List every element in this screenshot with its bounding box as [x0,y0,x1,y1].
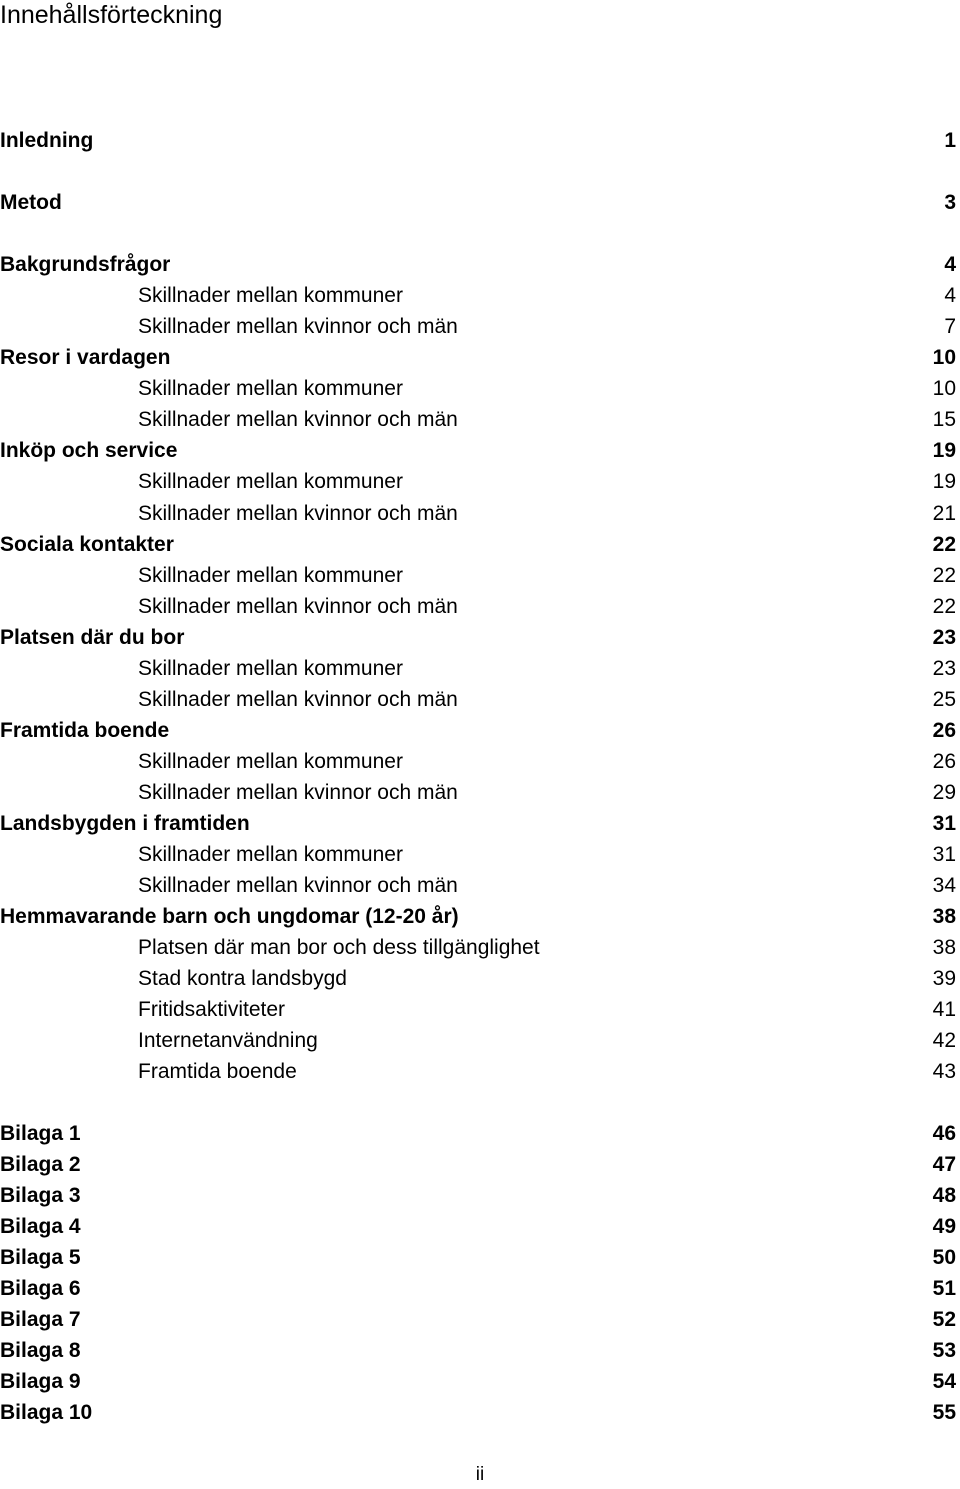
toc-entry-label: Hemmavarande barn och ungdomar (12-20 år) [0,904,459,928]
toc-entry-page: 26 [932,718,956,742]
toc-entry-label: Bakgrundsfrågor [0,252,171,276]
toc-subentry[interactable] [0,994,956,1025]
toc-entry-label: Resor i vardagen [0,345,171,369]
toc-subentry[interactable] [0,311,956,342]
toc-entry-page: 19 [932,438,956,462]
toc-entry-label: Skillnader mellan kvinnor och män [138,687,458,711]
toc-entry-page: 10 [932,345,956,369]
toc-entry[interactable] [0,808,956,839]
toc-entry-label: Skillnader mellan kvinnor och män [138,314,458,338]
toc-entry-page: 25 [932,687,956,711]
toc-entry[interactable] [0,435,956,466]
toc-entry-page: 42 [932,1028,956,1052]
toc-entry-page: 38 [932,904,956,928]
toc-entry-label: Bilaga 3 [0,1183,81,1207]
toc-entry-page: 4 [944,283,956,307]
toc-entry-label: Bilaga 2 [0,1152,81,1176]
toc-subentry[interactable] [0,746,956,777]
toc-entry[interactable] [0,1366,956,1397]
toc-entry-label: Skillnader mellan kvinnor och män [138,780,458,804]
toc-subentry[interactable] [0,839,956,870]
toc-entry-page: 34 [932,873,956,897]
toc-entry-label: Bilaga 9 [0,1369,81,1393]
toc-entry[interactable] [0,1273,956,1304]
toc-entry[interactable] [0,1242,956,1273]
toc-entry-label: Bilaga 10 [0,1400,93,1424]
toc-subentry[interactable] [0,932,956,963]
toc-entry-page: 22 [932,532,956,556]
toc-entry[interactable] [0,1118,956,1149]
toc-entry-page: 52 [932,1307,956,1331]
toc-entry[interactable] [0,1397,956,1428]
toc-entry[interactable] [0,1180,956,1211]
toc-entry-page: 23 [932,656,956,680]
toc-entry-label: Inledning [0,128,94,152]
toc-subentry[interactable] [0,498,956,529]
toc-entry-page: 10 [932,376,956,400]
toc-entry[interactable] [0,342,956,373]
toc-entry[interactable] [0,622,956,653]
toc-entry-page: 22 [932,563,956,587]
toc-entry-page: 31 [932,842,956,866]
toc-entry-page: 47 [932,1152,956,1176]
toc-entry-page: 3 [944,190,956,214]
toc-entry-label: Sociala kontakter [0,532,174,556]
toc-entry[interactable] [0,187,956,218]
toc-entry-page: 22 [932,594,956,618]
toc-entry-page: 39 [932,966,956,990]
toc-entry-page: 38 [932,935,956,959]
toc-entry-page: 19 [932,469,956,493]
toc-entry-label: Skillnader mellan kommuner [138,749,403,773]
toc-entry-label: Skillnader mellan kommuner [138,376,403,400]
page-number: ii [475,1464,485,1485]
toc-entry-label: Skillnader mellan kommuner [138,283,403,307]
toc-entry-page: 53 [932,1338,956,1362]
toc-subentry[interactable] [0,404,956,435]
toc-entry-label: Stad kontra landsbygd [138,966,347,990]
toc-entry-page: 7 [944,314,956,338]
toc-subentry[interactable] [0,963,956,994]
toc-entry-label: Platsen där man bor och dess tillgänglighet [138,935,540,959]
toc-entry-label: Framtida boende [0,718,170,742]
toc-entry-label: Bilaga 8 [0,1338,81,1362]
toc-entry[interactable] [0,715,956,746]
toc-entry-label: Bilaga 4 [0,1214,81,1238]
toc-entry[interactable] [0,901,956,932]
toc-subentry[interactable] [0,777,956,808]
toc-entry-label: Metod [0,190,62,214]
toc-entry-page: 21 [932,501,956,525]
toc-entry-page: 46 [932,1121,956,1145]
toc-entry[interactable] [0,1304,956,1335]
toc-entry-page: 43 [932,1059,956,1083]
toc-entry[interactable] [0,1211,956,1242]
toc-subentry[interactable] [0,1056,956,1087]
toc-entry-page: 48 [932,1183,956,1207]
toc-entry-label: Skillnader mellan kommuner [138,469,403,493]
toc-subentry[interactable] [0,560,956,591]
toc-entry-page: 49 [932,1214,956,1238]
toc-entry-label: Skillnader mellan kommuner [138,842,403,866]
toc-subentry[interactable] [0,466,956,497]
toc-entry[interactable] [0,125,956,156]
toc-subentry[interactable] [0,870,956,901]
toc-entry[interactable] [0,1335,956,1366]
toc-entry[interactable] [0,1149,956,1180]
toc-entry-page: 54 [932,1369,956,1393]
toc-entry-page: 41 [932,997,956,1021]
toc-entry-page: 4 [944,252,956,276]
toc-subentry[interactable] [0,684,956,715]
page-title: Innehållsförteckning [0,1,223,29]
toc-entry-label: Bilaga 5 [0,1245,81,1269]
toc-entry-page: 15 [932,407,956,431]
toc-entry-label: Bilaga 6 [0,1276,81,1300]
toc-entry-label: Skillnader mellan kvinnor och män [138,594,458,618]
toc-entry-label: Bilaga 7 [0,1307,81,1331]
toc-entry-page: 51 [932,1276,956,1300]
toc-subentry[interactable] [0,373,956,404]
toc-entry-page: 31 [932,811,956,835]
toc-entry-label: Platsen där du bor [0,625,185,649]
toc-entry-page: 55 [932,1400,956,1424]
toc-entry-label: Skillnader mellan kvinnor och män [138,873,458,897]
toc-subentry[interactable] [0,1025,956,1056]
toc-subentry[interactable] [0,280,956,311]
toc-entry[interactable] [0,529,956,560]
toc-entry-label: Skillnader mellan kvinnor och män [138,407,458,431]
toc-entry[interactable] [0,249,956,280]
toc-entry-label: Internetanvändning [138,1028,318,1052]
toc-entry-label: Inköp och service [0,438,178,462]
toc-entry-page: 29 [932,780,956,804]
toc-entry-label: Bilaga 1 [0,1121,81,1145]
toc-entry-page: 26 [932,749,956,773]
toc-entry-label: Landsbygden i framtiden [0,811,250,835]
toc-subentry[interactable] [0,653,956,684]
toc-entry-label: Framtida boende [138,1059,297,1083]
toc-subentry[interactable] [0,591,956,622]
toc-entry-page: 23 [932,625,956,649]
toc-entry-page: 1 [944,128,956,152]
toc-entry-label: Skillnader mellan kvinnor och män [138,501,458,525]
toc-entry-page: 50 [932,1245,956,1269]
toc-entry-label: Skillnader mellan kommuner [138,563,403,587]
toc-entry-label: Skillnader mellan kommuner [138,656,403,680]
toc-entry-label: Fritidsaktiviteter [138,997,286,1021]
